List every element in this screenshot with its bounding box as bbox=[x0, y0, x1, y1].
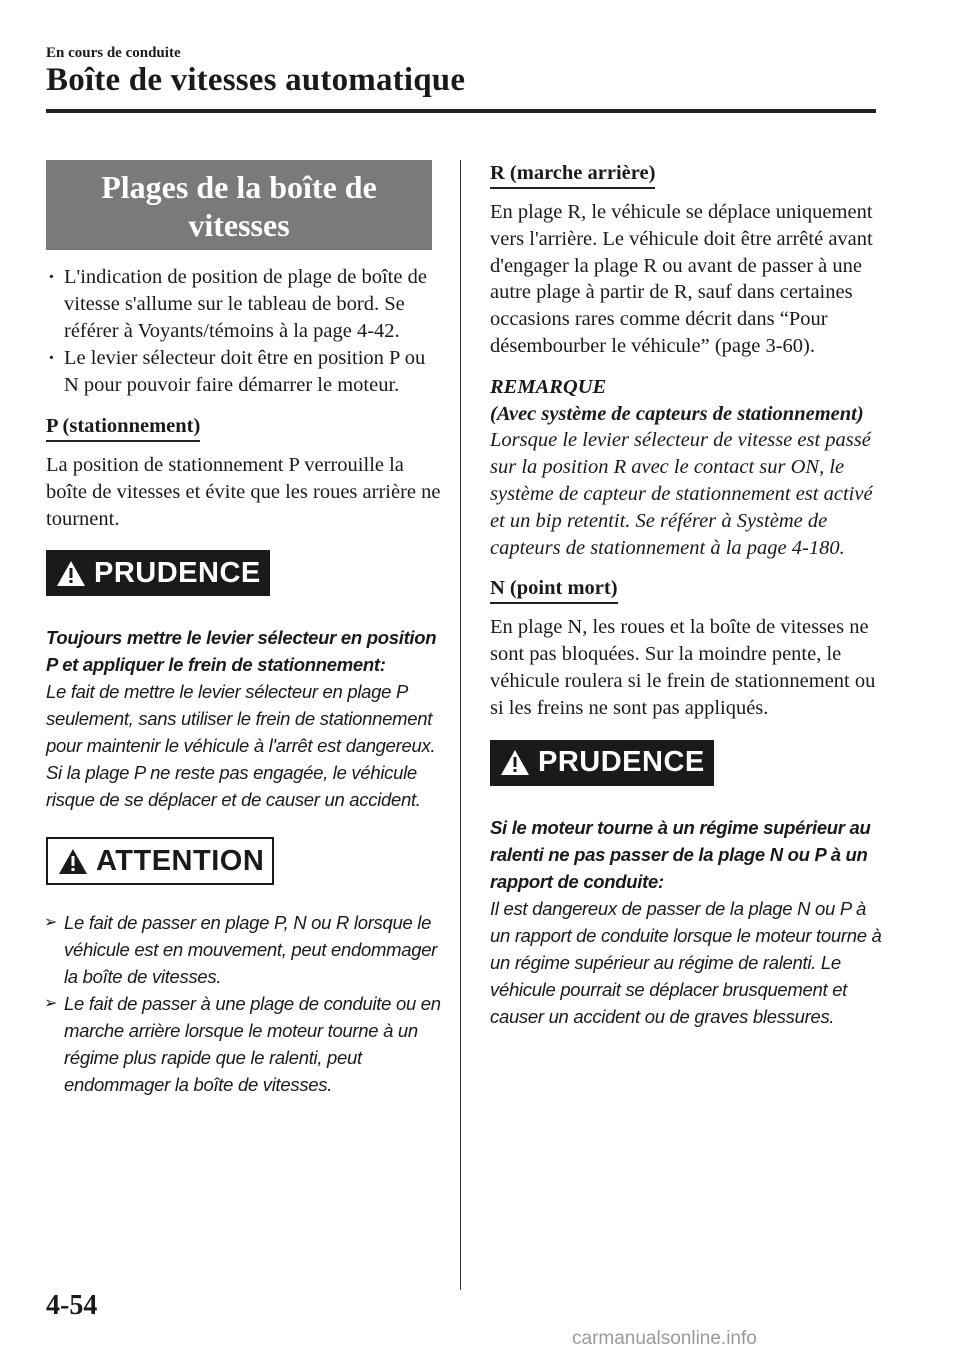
page-title: Boîte de vitesses automatique bbox=[46, 62, 466, 98]
warning-triangle-icon bbox=[58, 848, 88, 875]
caution-badge bbox=[46, 550, 270, 596]
remarque-block bbox=[490, 374, 882, 562]
r-heading: R (marche arrière) bbox=[490, 160, 655, 189]
caution-heading: Toujours mettre le levier sélecteur en position P et appliquer le frein de stationnement: bbox=[46, 627, 437, 676]
remarque-title: REMARQUE bbox=[490, 375, 607, 398]
bullet-item: · Le levier sélecteur doit être en position P ou N pour pouvoir faire démarrer le moteur. bbox=[46, 345, 442, 399]
p-heading: P (stationnement) bbox=[46, 413, 200, 442]
watermark: carmanualsonline.info bbox=[572, 1328, 757, 1349]
intro-bullets bbox=[46, 264, 442, 399]
bullet-item: · L'indication de position de plage de boîte de vitesse s'allume sur le tableau de bord. Se référer à Voyants/témoins à la page 4-42. bbox=[46, 264, 442, 345]
r-paragraph: En plage R, le véhicule se déplace uniquement vers l'arrière. Le véhicule doit être arrêté avant d'engager la plage R ou avant de passer à une autre plage à partir de R, sauf dans certaines occasions rares comme décrit dans “Pour désembourber le véhicule” (page 3-60). bbox=[490, 201, 873, 357]
caution-badge bbox=[490, 740, 714, 786]
remarque-text: Lorsque le levier sélecteur de vitesse est passé sur la position R avec le contact sur ON, le système de capteur de stationnement est activé et un bip retentit. Se référer à Système de capteurs de stationnement à la page 4-180. bbox=[490, 429, 873, 559]
attention-label: ATTENTION bbox=[96, 844, 265, 877]
attention-item: ➢ Le fait de passer à une plage de conduite ou en marche arrière lorsque le moteur tourne à un régime plus rapide que le ralenti, peut endommager la boîte de vitesses. bbox=[46, 990, 442, 1098]
caution-label: PRUDENCE bbox=[538, 746, 705, 779]
n-paragraph: En plage N, les roues et la boîte de vitesses ne sont pas bloquées. Sur la moindre pente, le véhicule roulera si le frein de stationnement ou si les freins ne sont pas appliqués. bbox=[490, 616, 876, 719]
caution-heading: Si le moteur tourne à un régime supérieur au ralenti ne pas passer de la plage N ou P à un rapport de conduite: bbox=[490, 816, 871, 892]
column-divider bbox=[460, 160, 461, 1290]
left-column bbox=[46, 160, 442, 1098]
attention-list bbox=[46, 909, 442, 1098]
warning-triangle-icon bbox=[56, 560, 86, 587]
remarque-subtitle: (Avec système de capteurs de stationnement) bbox=[490, 402, 864, 425]
page-number: 4-54 bbox=[46, 1290, 98, 1321]
attention-badge bbox=[46, 837, 274, 885]
caution-body: Il est dangereux de passer de la plage N ou P à un rapport de conduite lorsque le moteur tourne à un régime supérieur au régime de ralenti. Le véhicule pourrait se déplacer brusquement et causer un accident ou de graves blessures. bbox=[490, 897, 882, 1027]
header-rule bbox=[46, 109, 876, 113]
caution-body: Le fait de mettre le levier sélecteur en plage P seulement, sans utiliser le frein de stationnement pour maintenir le véhicule à l'arrêt est dangereux. Si la plage P ne reste pas engagée, le véhicule risque de se déplacer et de causer un accident. bbox=[46, 681, 436, 811]
chapter-label: En cours de conduite bbox=[46, 45, 181, 61]
caution-label: PRUDENCE bbox=[94, 556, 261, 589]
right-column bbox=[490, 160, 882, 1030]
n-heading: N (point mort) bbox=[490, 575, 618, 604]
section-title: Plages de la boîte de vitesses bbox=[46, 160, 432, 250]
attention-item: ➢ Le fait de passer en plage P, N ou R lorsque le véhicule est en mouvement, peut endommager la boîte de vitesses. bbox=[46, 909, 442, 990]
p-paragraph: La position de stationnement P verrouille la boîte de vitesses et évite que les roues arrière ne tournent. bbox=[46, 454, 441, 530]
warning-triangle-icon bbox=[500, 749, 530, 776]
